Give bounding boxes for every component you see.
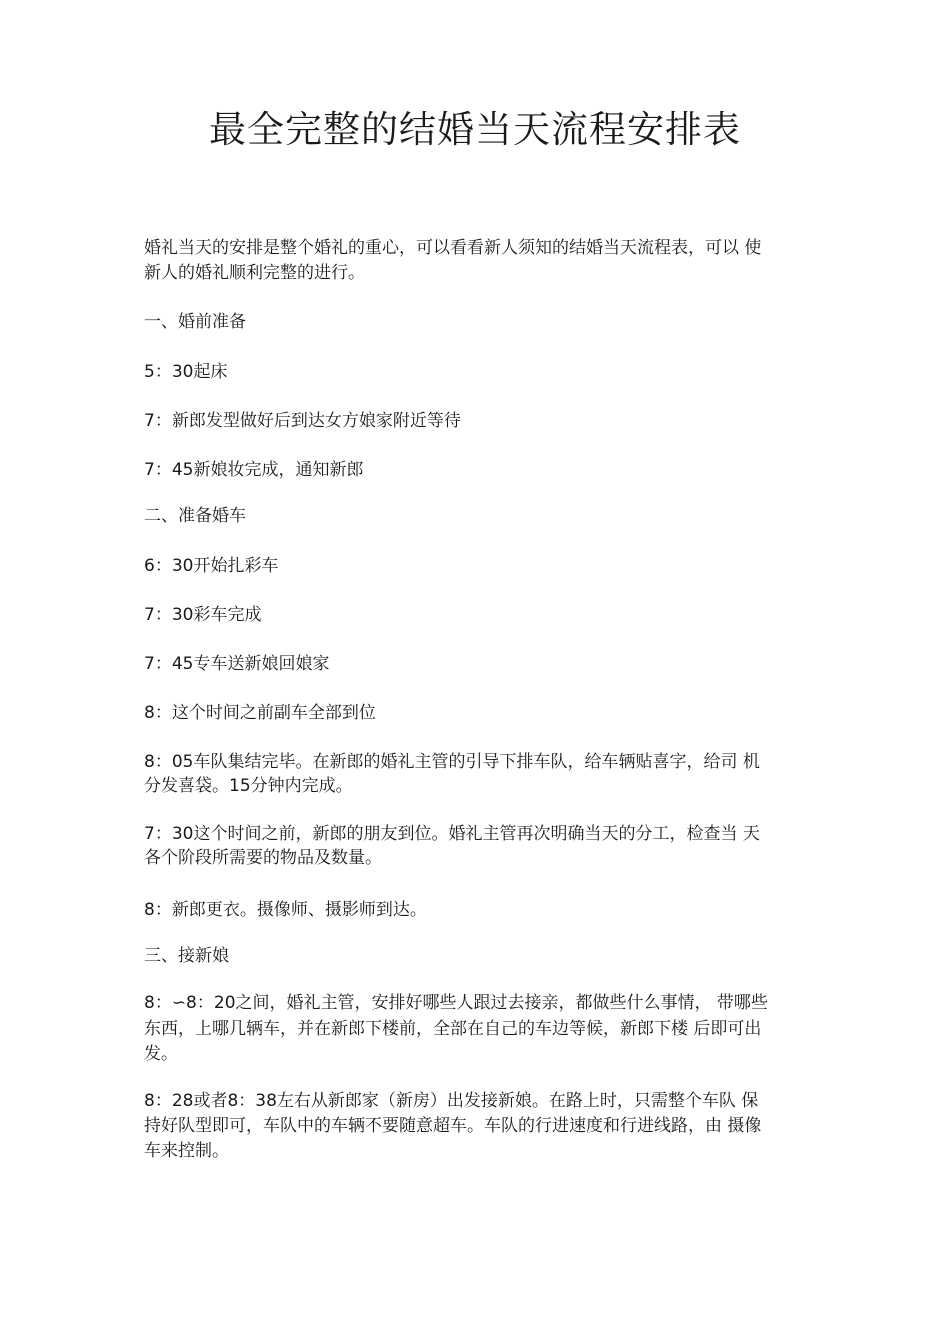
schedule-item-line-1: 7：30这个时间之前，新郎的朋友到位。婚礼主管再次明确当天的分工，检查当 天 [144,824,760,844]
schedule-item-line-3: 车来控制。 [144,1141,229,1161]
section-heading-1: 一、婚前准备 [144,312,246,332]
schedule-item-line-1: 8：05车队集结完毕。在新郎的婚礼主管的引导下排车队，给车辆贴喜字，给司 机 [144,752,760,772]
schedule-item: 6：30开始扎彩车 [144,556,279,576]
document-title: 最全完整的结婚当天流程安排表 [209,108,741,151]
schedule-item: 5：30起床 [144,362,228,382]
schedule-item-line-2: 持好队型即可，车队中的车辆不要随意超车。车队的行进速度和行进线路，由 摄像 [144,1116,762,1136]
section-heading-3: 三、接新娘 [144,946,229,966]
schedule-item-line-1: 8：∽8：20之间，婚礼主管，安排好哪些人跟过去接亲，都做些什么事情， 带哪些 [144,993,768,1013]
schedule-item: 8：新郎更衣。摄像师、摄影师到达。 [144,900,427,920]
schedule-item-line-2: 各个阶段所需要的物品及数量。 [144,848,382,868]
schedule-item: 7：30彩车完成 [144,605,262,625]
schedule-item: 8：这个时间之前副车全部到位 [144,703,376,723]
schedule-item-line-3: 发。 [144,1044,178,1064]
schedule-item-line-1: 8：28或者8：38左右从新郎家（新房）出发接新娘。在路上时，只需整个车队 保 [144,1091,759,1111]
intro-line-1: 婚礼当天的安排是整个婚礼的重心，可以看看新人须知的结婚当天流程表，可以 使 [144,238,762,258]
section-heading-2: 二、准备婚车 [144,506,246,526]
schedule-item-line-2: 分发喜袋。15分钟内完成。 [144,776,353,796]
intro-line-2: 新人的婚礼顺利完整的进行。 [144,263,365,283]
schedule-item-line-2: 东西，上哪几辆车，并在新郎下楼前，全部在自己的车边等候，新郎下楼 后即可出 [144,1019,762,1039]
schedule-item: 7：新郎发型做好后到达女方娘家附近等待 [144,411,461,431]
schedule-item: 7：45新娘妆完成，通知新郎 [144,460,364,480]
schedule-item: 7：45专车送新娘回娘家 [144,654,330,674]
